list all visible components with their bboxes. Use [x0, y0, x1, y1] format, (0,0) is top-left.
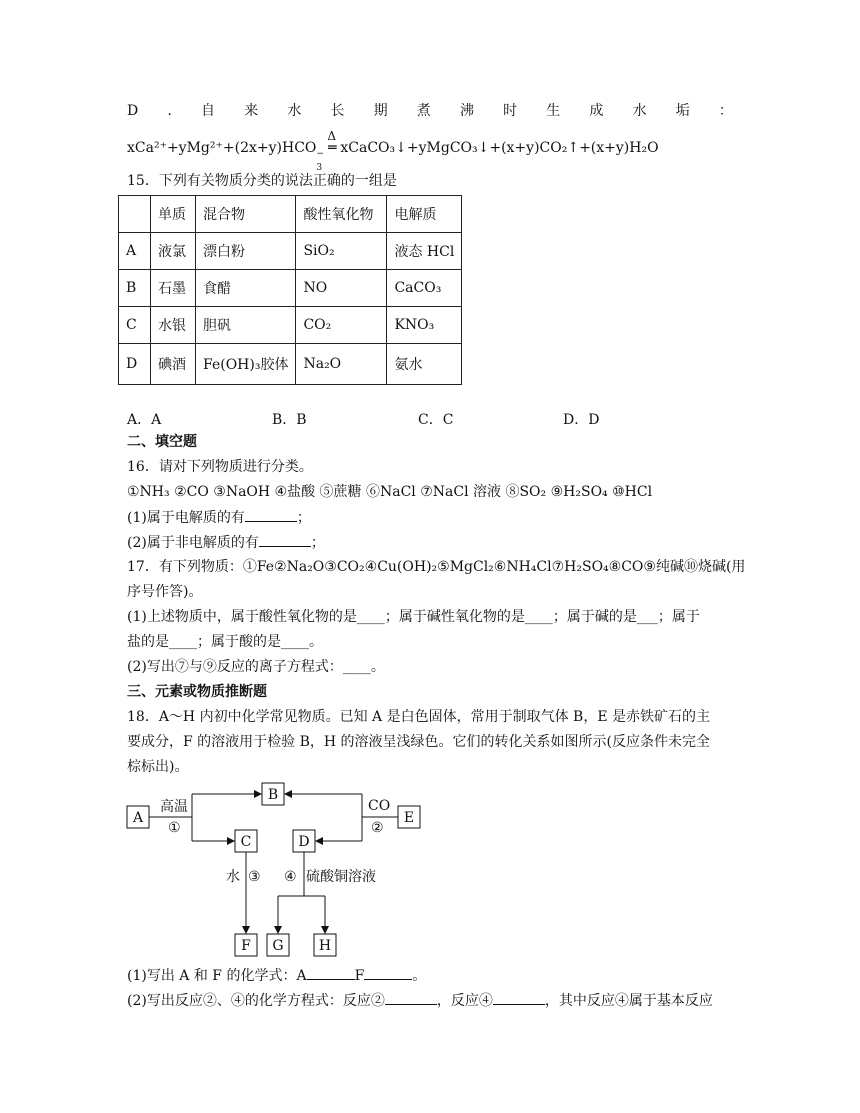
q14-equation: xCa²⁺+yMg²⁺+(2x+y)HCO − 3 Δ ═ xCaCO₃↓+yMgCO₃↓+(x+y)CO₂↑+(x+y)H₂O — [127, 138, 733, 158]
svg-text:E: E — [403, 810, 415, 826]
svg-text:G: G — [272, 938, 284, 954]
label-r1: ① — [168, 820, 181, 836]
table-cell: 氨水 — [387, 344, 462, 385]
label-char: 垢 — [675, 103, 690, 119]
table-cell: B — [119, 270, 151, 307]
table-cell: C — [119, 307, 151, 344]
label-char: 期 — [373, 103, 388, 119]
q17-sub1-line2: 盐的是____；属于酸的是____。 — [127, 634, 323, 650]
q18-stem-line3: 棕标出)。 — [127, 759, 189, 775]
answer-blank[interactable] — [385, 990, 437, 1005]
section-heading-inference: 三、元素或物质推断题 — [127, 684, 267, 700]
q18-stem-line1: 18．A～H 内初中化学常见物质。已知 A 是白色固体，常用于制取气体 B，E 是赤铁矿石的主 — [127, 709, 711, 725]
label-cuso4: 硫酸铜溶液 — [306, 869, 376, 885]
table-cell: KNO₃ — [387, 307, 462, 344]
table-header-row — [119, 196, 462, 233]
table-cell: SiO₂ — [296, 233, 387, 270]
table-cell: 食醋 — [196, 270, 296, 307]
svg-text:H: H — [318, 938, 332, 954]
label-char: 水 — [287, 103, 302, 119]
label-gaowen: 高温 — [160, 799, 188, 815]
table-cell: 液态 HCl — [387, 233, 462, 270]
label-char: 长 — [330, 103, 345, 119]
table-header: 单质 — [151, 196, 196, 233]
q16-sub1: (1)属于电解质的有 ； — [127, 507, 733, 528]
q14-option-d-label — [127, 101, 733, 121]
svg-text:D: D — [298, 834, 310, 850]
label-char: 成 — [589, 103, 604, 119]
svg-text:A: A — [132, 810, 144, 826]
table-header: 混合物 — [196, 196, 296, 233]
label-r2: ② — [371, 820, 384, 836]
table-row — [119, 344, 462, 385]
node-f — [235, 934, 257, 956]
svg-text:C: C — [240, 834, 252, 850]
table-cell: 胆矾 — [196, 307, 296, 344]
table-cell: Fe(OH)₃胶体 — [196, 344, 296, 385]
q15-stem: 15．下列有关物质分类的说法正确的一组是 — [127, 173, 397, 189]
q17-sub1-line1: (1)上述物质中，属于酸性氧化物的是____；属于碱性氧化物的是____；属于碱的是___；属于 — [127, 609, 700, 625]
answer-blank[interactable] — [307, 965, 355, 980]
label-r4: ④ — [284, 869, 297, 885]
q17-sub2: (2)写出⑦与⑨反应的离子方程式：____。 — [127, 659, 385, 675]
classification-table — [118, 195, 462, 385]
label-char: ： — [718, 103, 733, 119]
q17-stem-line2: 序号作答)。 — [127, 584, 203, 600]
table-cell: 水银 — [151, 307, 196, 344]
node-b — [262, 783, 284, 805]
node-h — [314, 934, 336, 956]
table-cell: 石墨 — [151, 270, 196, 307]
node-a — [127, 806, 149, 828]
table-row — [119, 270, 462, 307]
label-water: 水 — [226, 869, 240, 885]
q16-stem: 16．请对下列物质进行分类。 — [127, 459, 313, 475]
table-cell: 碘酒 — [151, 344, 196, 385]
q15-option-c: C．C — [418, 412, 454, 428]
heat-condition: Δ — [327, 129, 337, 143]
table-cell — [119, 196, 151, 233]
answer-blank[interactable] — [364, 965, 412, 980]
label-char: 时 — [503, 103, 518, 119]
label-char: 来 — [244, 103, 259, 119]
label-char: 生 — [546, 103, 561, 119]
q17-stem-line1: 17．有下列物质：①Fe②Na₂O③CO₂④Cu(OH)₂⑤MgCl₂⑥NH₄Cl⑦H₂SO₄⑧CO⑨纯碱⑩烧碱(用 — [127, 559, 746, 575]
table-header: 酸性氧化物 — [296, 196, 387, 233]
node-g — [267, 934, 289, 956]
answer-blank[interactable] — [493, 990, 545, 1005]
label-char: 自 — [201, 103, 215, 119]
label-char: . — [167, 103, 172, 119]
table-cell: Na₂O — [296, 344, 387, 385]
q15-option-b: B．B — [272, 412, 307, 428]
label-char: 沸 — [459, 103, 474, 119]
table-cell: 漂白粉 — [196, 233, 296, 270]
svg-text:F: F — [241, 938, 251, 954]
label-char: D — [127, 103, 139, 119]
table-row — [119, 307, 462, 344]
table-cell: D — [119, 344, 151, 385]
table-cell: A — [119, 233, 151, 270]
answer-blank[interactable] — [259, 532, 311, 547]
q18-sub2: (2)写出反应②、④的化学方程式：反应② ，反应④ ，其中反应④属于基本反应 — [127, 990, 733, 1011]
q18-sub1: (1)写出 A 和 F 的化学式：A F 。 — [127, 965, 733, 986]
svg-text:B: B — [267, 787, 279, 803]
label-char: 水 — [632, 103, 647, 119]
table-row — [119, 233, 462, 270]
q15-option-a: A．A — [127, 412, 162, 428]
table-cell: CO₂ — [296, 307, 387, 344]
table-cell: NO — [296, 270, 387, 307]
label-r3: ③ — [248, 869, 261, 885]
section-heading-fill-blank: 二、填空题 — [127, 434, 197, 450]
label-char: 煮 — [416, 103, 431, 119]
answer-blank[interactable] — [245, 507, 297, 522]
label-co: CO — [368, 798, 391, 814]
transformation-diagram — [126, 776, 426, 961]
node-d — [293, 830, 315, 852]
q18-stem-line2: 要成分，F 的溶液用于检验 B，H 的溶液呈浅绿色。它们的转化关系如图所示(反应条件未完全 — [127, 734, 711, 750]
q15-option-d: D．D — [563, 412, 600, 428]
node-e — [398, 806, 420, 828]
table-cell: 液氯 — [151, 233, 196, 270]
q16-items: ①NH₃ ②CO ③NaOH ④盐酸 ⑤蔗糖 ⑥NaCl ⑦NaCl 溶液 ⑧SO₂ ⑨H₂SO₄ ⑩HCl — [127, 484, 653, 500]
q16-sub2: (2)属于非电解质的有 ； — [127, 532, 733, 553]
node-c — [235, 830, 257, 852]
table-header: 电解质 — [387, 196, 462, 233]
table-cell: CaCO₃ — [387, 270, 462, 307]
